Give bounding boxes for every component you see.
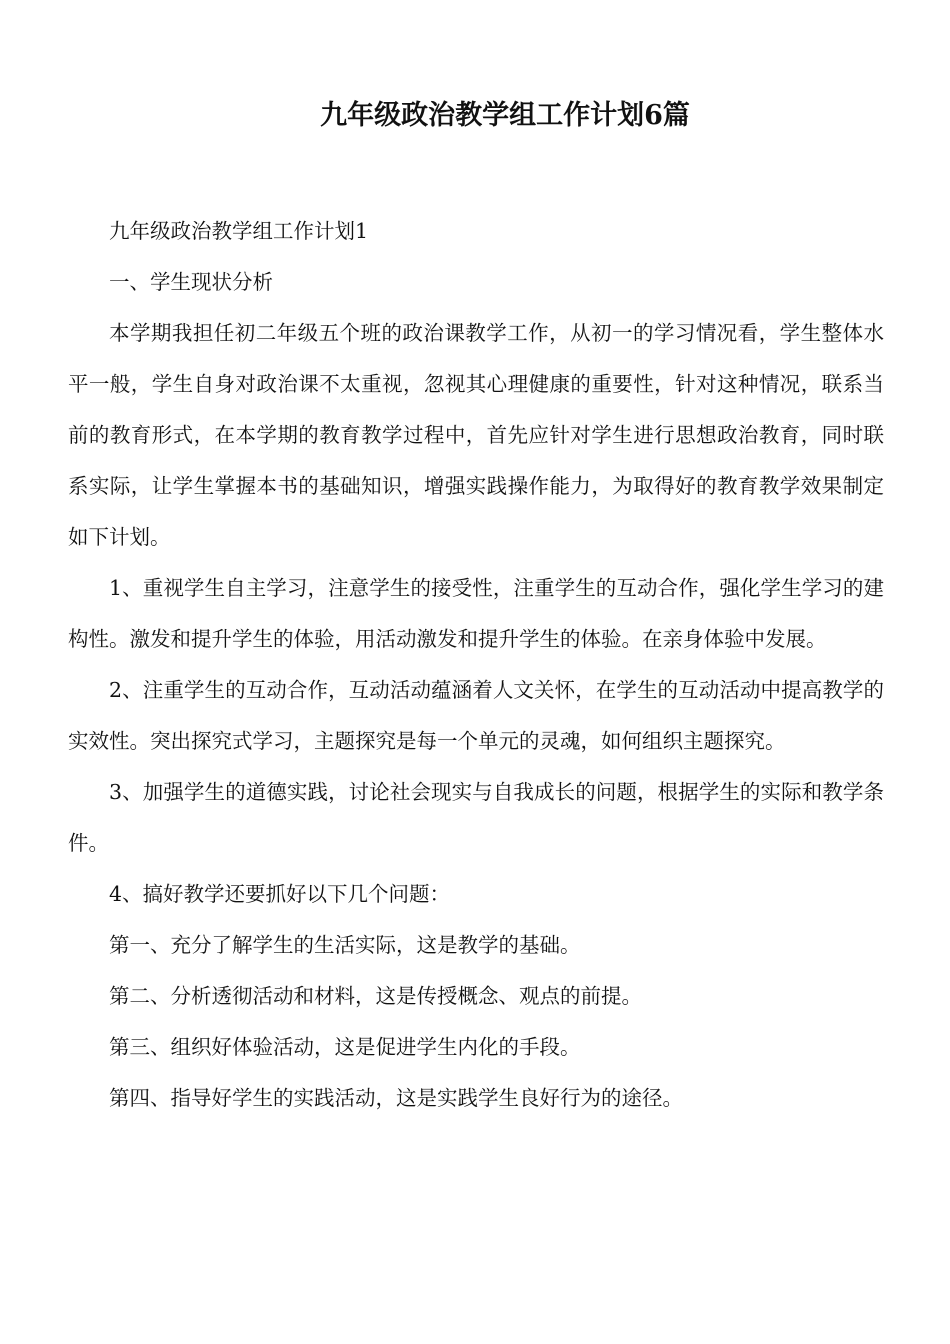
body-paragraph: 4、搞好教学还要抓好以下几个问题： <box>109 882 451 906</box>
section-heading: 九年级政治教学组工作计划1 <box>109 219 369 243</box>
document-body <box>68 206 884 1124</box>
body-paragraph: 本学期我担任初二年级五个班的政治课教学工作，从初一的学习情况看，学生整体水平一般，学生自身对政治课不太重视，忽视其心理健康的重要性，针对这种情况，联系当前的教育形式，在本学期的教育教学过程中，首先应针对学生进行思想政治教育，同时联系实际，让学生掌握本书的基础知识，增强实践操作能力，为取得好的教育教学效果制定如下计划。 <box>68 321 884 549</box>
list-item: 第三、组织好体验活动，这是促进学生内化的手段。 <box>109 1035 581 1059</box>
list-item: 第一、充分了解学生的生活实际，这是教学的基础。 <box>109 933 581 957</box>
body-paragraph: 2、注重学生的互动合作，互动活动蕴涵着人文关怀，在学生的互动活动中提高教学的实效性。突出探究式学习，主题探究是每一个单元的灵魂，如何组织主题探究。 <box>68 678 884 753</box>
body-paragraph: 3、加强学生的道德实践，讨论社会现实与自我成长的问题，根据学生的实际和教学条件。 <box>68 780 884 855</box>
list-item: 第四、指导好学生的实践活动，这是实践学生良好行为的途径。 <box>109 1086 683 1110</box>
body-paragraph: 1、重视学生自主学习，注意学生的接受性，注重学生的互动合作，强化学生学习的建构性。激发和提升学生的体验，用活动激发和提升学生的体验。在亲身体验中发展。 <box>68 576 884 651</box>
list-item: 第二、分析透彻活动和材料，这是传授概念、观点的前提。 <box>109 984 642 1008</box>
subsection-heading: 一、学生现状分析 <box>109 270 273 294</box>
document-title: 九年级政治教学组工作计划6篇 <box>320 100 690 131</box>
